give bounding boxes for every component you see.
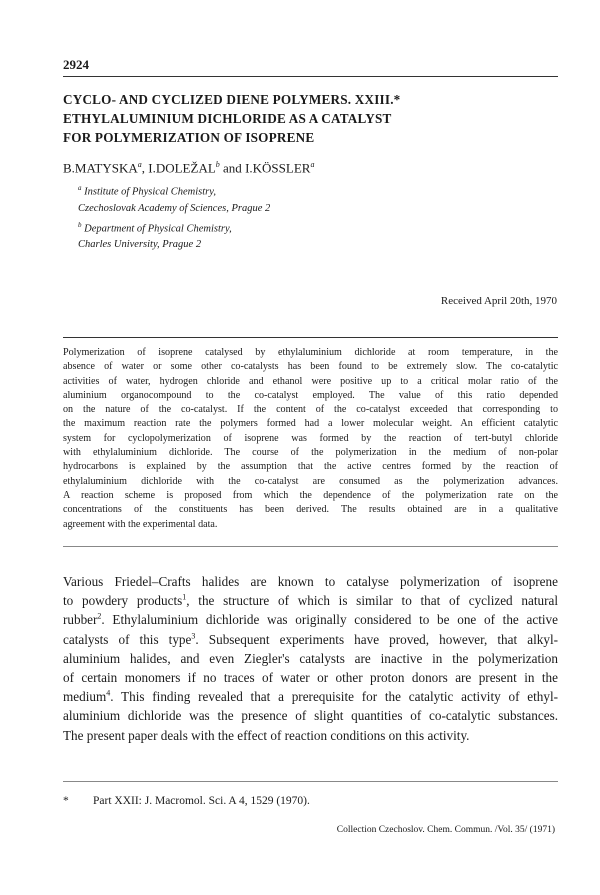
- body-line: [63, 706, 558, 725]
- affiliation-mark: b: [78, 220, 82, 229]
- abstract-line: absence of water or some other co-catalysts has been found to be extremely slow. The co-catalytic: [63, 361, 558, 373]
- header-rule: [63, 76, 558, 77]
- body-text-run: aluminium dichloride was the presence of slight quantities of co-catalytic substances.: [63, 708, 558, 724]
- citation-ref: 1: [182, 592, 187, 602]
- title-line: FOR POLYMERIZATION OF ISOPRENE: [63, 130, 315, 145]
- affiliation-line: [78, 217, 270, 238]
- affiliation-line: [78, 180, 270, 201]
- body-line: [63, 572, 558, 591]
- affiliation-text: Institute of Physical Chemistry,: [81, 186, 216, 198]
- citation-ref: 3: [191, 631, 196, 641]
- body-text-run: aluminium halides, and even Ziegler's catalysts are inactive in the polymerization: [63, 650, 558, 666]
- author-affiliation-mark: a: [137, 160, 142, 169]
- body-text-run: The present paper deals with the effect of reaction conditions on this activity.: [63, 727, 470, 743]
- body-line: [63, 630, 558, 649]
- abstract-bottom-rule: [63, 546, 558, 547]
- body-line: [63, 668, 558, 687]
- author-name: I.KÖSSLER: [245, 160, 311, 176]
- body-line: [63, 610, 558, 629]
- citation-ref: 2: [97, 612, 102, 622]
- author-name: I.DOLEŽAL: [148, 160, 216, 176]
- author-name: B.MATYSKA: [63, 160, 138, 176]
- body-text-run: . This finding revealed that a prerequisite for the catalytic activity of ethyl-: [110, 689, 558, 705]
- body-text-run: catalysts of this type: [63, 631, 192, 647]
- page-number: 2924: [63, 57, 89, 72]
- footnote-rule: [63, 781, 558, 782]
- abstract-line: agreement with the experimental data.: [63, 518, 218, 530]
- title-line: ETHYLALUMINIUM DICHLORIDE AS A CATALYST: [63, 111, 392, 126]
- body-text-run: rubber: [63, 612, 98, 628]
- title-line: CYCLO- AND CYCLIZED DIENE POLYMERS. XXIII.*: [63, 92, 401, 107]
- body-text-run: medium: [63, 689, 107, 705]
- body-text-run: of certain monomers if no traces of water or other proton donors are present in the: [63, 670, 558, 686]
- abstract-line: with ethylaluminium dichloride. The course of the polymerization in the medium of non-polar: [63, 447, 558, 459]
- affiliation-line: [78, 201, 270, 217]
- abstract-line: ethylaluminium dichloride with the co-catalyst are consumed as the polymerization advances.: [63, 475, 558, 487]
- journal-citation: Collection Czechoslov. Chem. Commun. /Vol. 35/ (1971): [336, 825, 555, 835]
- body-line: [63, 649, 558, 668]
- body-line: [63, 687, 558, 706]
- abstract-top-rule: [63, 337, 558, 338]
- abstract-line: A reaction scheme is proposed from which the dependence of the polymerization rate on the: [63, 489, 558, 501]
- body-line: [63, 726, 558, 745]
- abstract: [63, 346, 558, 532]
- abstract-line: concentrations of the constituents has been derived. The results obtained are in a qualitative: [63, 504, 558, 516]
- abstract-line: activities of water, hydrogen chloride and ethanol were positive up to a critical molar ratio of the: [63, 375, 558, 387]
- abstract-line: aluminium organocompound to the co-catalyst employed. The value of this ratio depended: [63, 389, 558, 401]
- footnote-mark: *: [63, 795, 69, 807]
- body-text: [63, 572, 558, 745]
- body-text-run: Various Friedel–Crafts halides are known to catalyse polymerization of isoprene: [63, 574, 558, 589]
- body-text-run: , the structure of which is similar to that of cyclized natural: [186, 593, 558, 609]
- author-affiliation-mark: b: [215, 160, 220, 169]
- body-text-run: to powdery products: [63, 593, 183, 609]
- affiliation-text: Department of Physical Chemistry,: [81, 223, 232, 234]
- footnote-text: Part XXII: J. Macromol. Sci. A 4, 1529 (1970).: [93, 795, 310, 807]
- affiliation-text: Charles University, Prague 2: [78, 239, 202, 250]
- body-text-run: . Ethylaluminium dichloride was originally considered to be one of the active: [101, 612, 558, 628]
- abstract-line: hydrocarbons is explained by the assumption that the active centres formed by the reaction of: [63, 461, 558, 473]
- body-text-run: . Subsequent experiments have proved, however, that alkyl-: [195, 631, 558, 647]
- abstract-line: the maximum reaction rate the polymers formed had a lower molecular weight. An efficient catalytic: [63, 418, 558, 430]
- abstract-line: on the nature of the co-catalyst. If the content of the co-catalyst exceeded that corresponding to: [63, 404, 558, 416]
- authors: [63, 160, 314, 176]
- abstract-line: Polymerization of isoprene catalysed by ethylaluminium dichloride at room temperature, in the: [63, 347, 558, 358]
- received-date: Received April 20th, 1970: [440, 295, 557, 307]
- affiliation-text: Czechoslovak Academy of Sciences, Prague 2: [78, 202, 271, 214]
- author-affiliation-mark: a: [310, 160, 315, 169]
- author-separator: and: [219, 160, 246, 176]
- affiliation-line: [78, 237, 270, 253]
- abstract-line: system for cyclopolymerization of isoprene was formed by the reaction of tert-butyl chloride: [63, 432, 558, 444]
- affiliation-mark: a: [78, 184, 82, 192]
- article-title: [63, 90, 558, 147]
- footnote: [63, 795, 310, 807]
- citation-ref: 4: [106, 688, 111, 698]
- affiliations: [78, 180, 270, 253]
- body-line: [63, 591, 558, 610]
- author-separator: ,: [141, 160, 149, 176]
